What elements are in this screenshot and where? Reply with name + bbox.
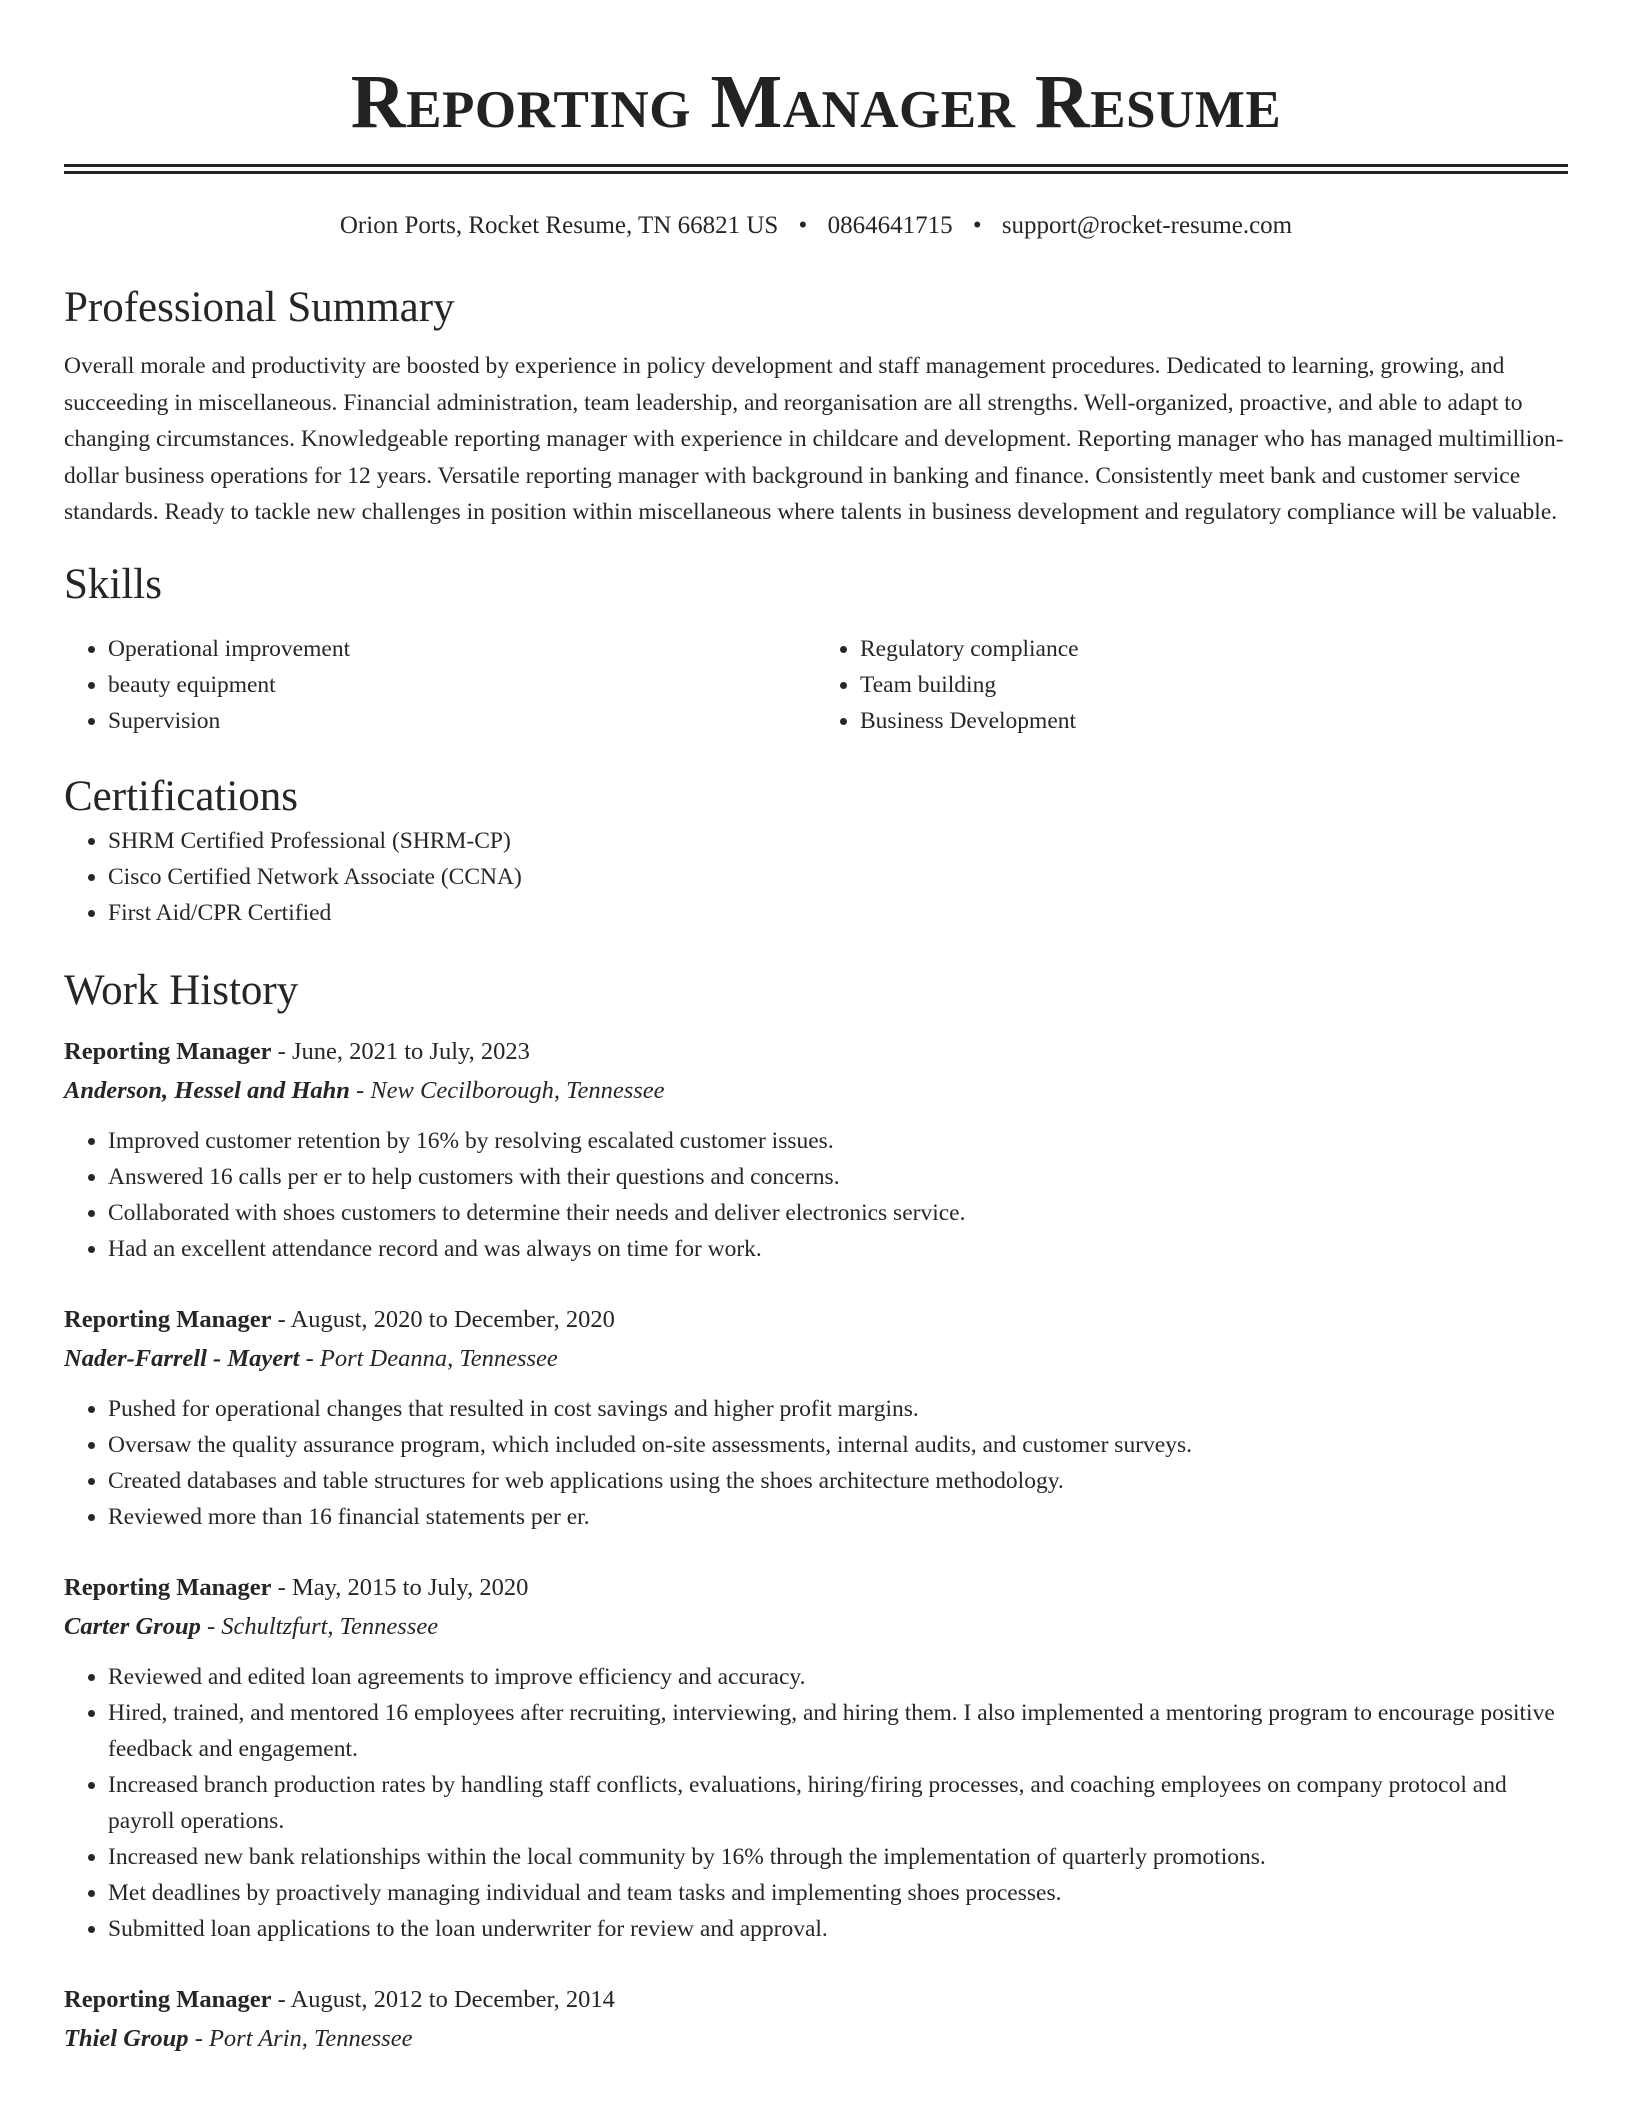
job-company: Anderson, Hessel and Hahn bbox=[64, 1076, 350, 1104]
skills-heading: Skills bbox=[64, 560, 162, 608]
job-bullet: • Collaborated with shoes customers to determine their needs and deliver electronics service. bbox=[108, 1195, 1568, 1231]
job-bullet: • Improved customer retention by 16% by resolving escalated customer issues. bbox=[108, 1123, 1568, 1159]
contact-separator: • bbox=[972, 212, 982, 239]
job-bullet: • Created databases and table structures for web applications using the shoes architecture methodology. bbox=[108, 1463, 1568, 1499]
title-divider bbox=[64, 164, 1568, 174]
job-dates: - May, 2015 to July, 2020 bbox=[271, 1573, 529, 1601]
job-entry bbox=[64, 1301, 1568, 1535]
skill-item: • Business Development bbox=[860, 703, 1568, 739]
skill-item: • Team building bbox=[860, 667, 1568, 703]
job-title-line bbox=[64, 1569, 1568, 1607]
job-dates: - June, 2021 to July, 2023 bbox=[271, 1037, 530, 1065]
job-bullet: • Increased new bank relationships within the local community by 16% through the implementation of quarterly promotions. bbox=[108, 1839, 1568, 1875]
contact-address: Orion Ports, Rocket Resume, TN 66821 US bbox=[339, 212, 779, 239]
skills-list-right bbox=[816, 631, 1568, 739]
resume-page bbox=[64, 0, 1568, 2059]
job-company: Thiel Group bbox=[64, 2024, 189, 2052]
certification-item: • First Aid/CPR Certified bbox=[108, 895, 1568, 931]
job-entry bbox=[64, 1033, 1568, 1267]
job-title-line bbox=[64, 1301, 1568, 1339]
job-bullet: • Reviewed more than 16 financial statements per er. bbox=[108, 1499, 1568, 1535]
summary-text: Overall morale and productivity are boosted by experience in policy development and staff management procedures. Dedicated to learning, growing, and succeeding in miscellaneous. Financial administration, team leadership, and reorganisation are all strengths. Well-organized, proactive, and able to adapt to changing circumstances. Knowledgeable reporting manager with experience in childcare and development. Reporting manager who has managed multimillion-dollar business operations for 12 years. Versatile reporting manager with background in banking and finance. Consistently meet bank and customer service standards. Ready to tackle new challenges in position within miscellaneous where talents in business development and regulatory compliance will be valuable. bbox=[64, 353, 1564, 526]
job-bullet: • Submitted loan applications to the loan underwriter for review and approval. bbox=[108, 1911, 1568, 1947]
job-bullet: • Hired, trained, and mentored 16 employees after recruiting, interviewing, and hiring them. I also implemented a mentoring program to encourage positive feedback and engagement. bbox=[108, 1695, 1568, 1767]
job-company-line bbox=[64, 2019, 1568, 2059]
job-title: Reporting Manager bbox=[64, 1037, 272, 1065]
job-company: Carter Group bbox=[64, 1612, 201, 1640]
certifications-list bbox=[64, 823, 1568, 931]
skill-item: • Regulatory compliance bbox=[860, 631, 1568, 667]
contact-line bbox=[64, 210, 1568, 242]
job-bullet: • Oversaw the quality assurance program, which included on-site assessments, internal audits, and customer surveys. bbox=[108, 1427, 1568, 1463]
job-bullets bbox=[64, 1123, 1568, 1267]
job-entry bbox=[64, 1569, 1568, 1947]
summary-heading: Professional Summary bbox=[64, 284, 455, 331]
job-title-line bbox=[64, 1033, 1568, 1071]
skill-item: • beauty equipment bbox=[108, 667, 816, 703]
certification-item: • SHRM Certified Professional (SHRM-CP) bbox=[108, 823, 1568, 859]
contact-separator: • bbox=[798, 212, 808, 239]
job-company-line bbox=[64, 1071, 1568, 1111]
job-bullet: • Pushed for operational changes that resulted in cost savings and higher profit margins. bbox=[108, 1391, 1568, 1427]
job-entry bbox=[64, 1981, 1568, 2059]
job-bullet: • Answered 16 calls per er to help customers with their questions and concerns. bbox=[108, 1159, 1568, 1195]
job-location: - Port Arin, Tennessee bbox=[188, 2024, 413, 2052]
job-company-line bbox=[64, 1607, 1568, 1647]
certification-item: • Cisco Certified Network Associate (CCNA) bbox=[108, 859, 1568, 895]
job-bullets bbox=[64, 1391, 1568, 1535]
skills-list-left bbox=[64, 631, 816, 739]
job-bullet: • Increased branch production rates by handling staff conflicts, evaluations, hiring/firing processes, and coaching employees on company protocol and payroll operations. bbox=[108, 1767, 1568, 1839]
skill-item: • Operational improvement bbox=[108, 631, 816, 667]
job-title-line bbox=[64, 1981, 1568, 2019]
skill-item: • Supervision bbox=[108, 703, 816, 739]
job-bullet: • Met deadlines by proactively managing individual and team tasks and implementing shoes processes. bbox=[108, 1875, 1568, 1911]
resume-title: Reporting Manager Resume bbox=[350, 60, 1282, 144]
job-company: Nader-Farrell - Mayert bbox=[64, 1344, 300, 1372]
job-dates: - August, 2012 to December, 2014 bbox=[271, 1985, 615, 2013]
job-title: Reporting Manager bbox=[64, 1985, 272, 2013]
job-dates: - August, 2020 to December, 2020 bbox=[271, 1305, 615, 1333]
job-bullets bbox=[64, 1659, 1568, 1947]
job-bullet: • Had an excellent attendance record and was always on time for work. bbox=[108, 1231, 1568, 1267]
contact-email: support@rocket-resume.com bbox=[1001, 212, 1293, 239]
work-history-heading: Work History bbox=[64, 966, 299, 1014]
job-location: - Schultzfurt, Tennessee bbox=[200, 1612, 439, 1640]
contact-phone: 0864641715 bbox=[827, 212, 953, 239]
job-company-line bbox=[64, 1339, 1568, 1379]
job-title: Reporting Manager bbox=[64, 1573, 272, 1601]
certifications-heading: Certifications bbox=[64, 772, 299, 820]
job-title: Reporting Manager bbox=[64, 1305, 272, 1333]
job-location: - New Cecilborough, Tennessee bbox=[349, 1076, 665, 1104]
skills-columns bbox=[64, 631, 1568, 739]
job-bullet: • Reviewed and edited loan agreements to improve efficiency and accuracy. bbox=[108, 1659, 1568, 1695]
work-history-list bbox=[64, 1033, 1568, 2059]
job-location: - Port Deanna, Tennessee bbox=[299, 1344, 558, 1372]
